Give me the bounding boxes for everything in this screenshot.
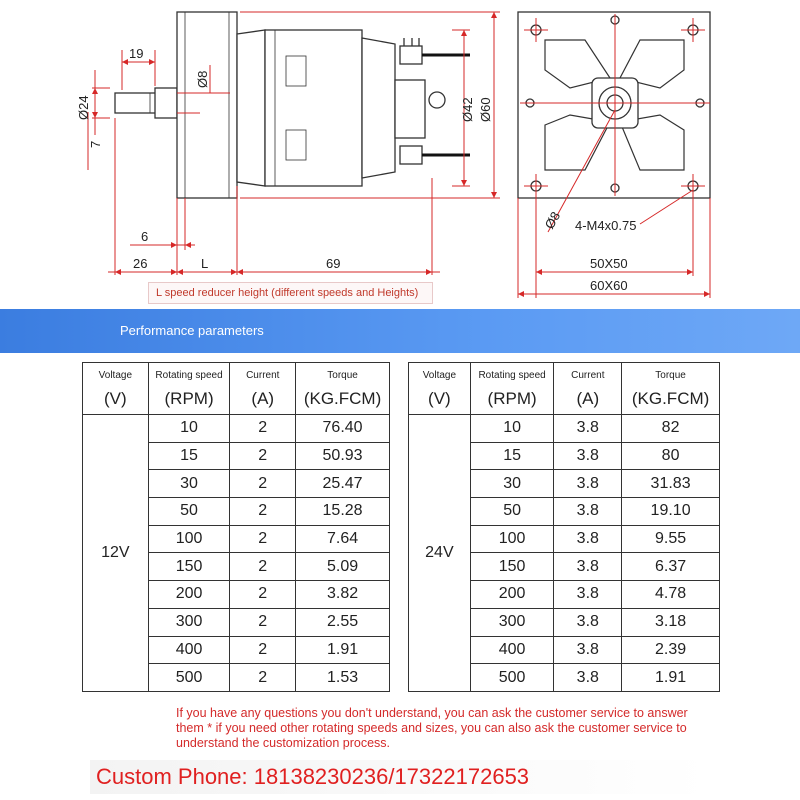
front-view [518,12,710,198]
torque-cell: 82 [622,415,720,443]
section-title: Performance parameters [120,323,264,338]
current-cell: 3.8 [554,470,622,498]
torque-cell: 2.55 [296,608,390,636]
side-view [115,12,470,198]
rpm-cell: 150 [470,553,554,581]
header-voltage: Voltage (V) [409,363,471,415]
current-cell: 3.8 [554,608,622,636]
rpm-cell: 100 [470,525,554,553]
rpm-cell: 15 [148,442,230,470]
current-cell: 2 [230,525,296,553]
dim-6: 6 [141,229,149,244]
torque-cell: 80 [622,442,720,470]
header-current: Current (A) [230,363,296,415]
current-cell: 2 [230,470,296,498]
front-dimension-labels [542,209,637,293]
custom-phone: Custom Phone: 18138230236/17322172653 [90,760,710,794]
rpm-cell: 500 [148,664,230,692]
torque-cell: 76.40 [296,415,390,443]
current-cell: 2 [230,553,296,581]
rpm-cell: 150 [148,553,230,581]
current-cell: 3.8 [554,498,622,526]
dim-l: L [201,256,209,271]
torque-cell: 1.91 [296,636,390,664]
motor-technical-drawing [0,0,800,300]
current-cell: 2 [230,608,296,636]
current-cell: 3.8 [554,525,622,553]
current-cell: 2 [230,664,296,692]
current-cell: 2 [230,442,296,470]
rpm-cell: 50 [148,498,230,526]
current-cell: 3.8 [554,581,622,609]
dim-flange: 60X60 [590,278,628,293]
current-cell: 3.8 [554,415,622,443]
rpm-cell: 15 [470,442,554,470]
current-cell: 3.8 [554,553,622,581]
spec-table-12v [82,362,390,692]
torque-cell: 4.78 [622,581,720,609]
torque-cell: 2.39 [622,636,720,664]
rpm-cell: 10 [148,415,230,443]
rpm-cell: 300 [470,608,554,636]
torque-cell: 25.47 [296,470,390,498]
rpm-cell: 200 [470,581,554,609]
spec-table-24v [408,362,720,692]
current-cell: 3.8 [554,636,622,664]
dim-d8-shaft: Ø8 [195,70,210,88]
rpm-cell: 50 [470,498,554,526]
header-rpm: Rotating speed (RPM) [470,363,554,415]
current-cell: 2 [230,581,296,609]
dim-thread: 4-M4x0.75 [575,218,637,233]
torque-cell: 15.28 [296,498,390,526]
dim-d24: Ø24 [76,95,91,120]
header-torque: Torque (KG.FCM) [622,363,720,415]
rpm-cell: 300 [148,608,230,636]
customer-service-note: If you have any questions you don't understand, you can ask the customer service to answer them * if you need other rotating speeds and sizes, you can also ask the customer service to understand the customization process. [176,706,688,750]
dim-hole-spacing: 50X50 [590,256,628,271]
section-banner [0,309,800,353]
dim-d60: Ø60 [478,97,493,122]
table-row [409,415,720,443]
torque-cell: 6.37 [622,553,720,581]
torque-cell: 19.10 [622,498,720,526]
dim-19: 19 [129,46,144,61]
header-rpm: Rotating speed (RPM) [148,363,230,415]
rpm-cell: 400 [470,636,554,664]
rpm-cell: 30 [148,470,230,498]
rpm-cell: 30 [470,470,554,498]
dim-d8-front: Ø8 [541,208,564,232]
rpm-cell: 400 [148,636,230,664]
table-row [83,415,390,443]
current-cell: 3.8 [554,664,622,692]
header-current: Current (A) [554,363,622,415]
torque-cell: 50.93 [296,442,390,470]
voltage-cell: 12V [83,415,149,692]
torque-cell: 31.83 [622,470,720,498]
current-cell: 3.8 [554,442,622,470]
header-torque: Torque (KG.FCM) [296,363,390,415]
torque-cell: 3.18 [622,608,720,636]
dim-7: 7 [88,140,103,148]
current-cell: 2 [230,415,296,443]
current-cell: 2 [230,636,296,664]
rpm-cell: 100 [148,525,230,553]
torque-cell: 1.53 [296,664,390,692]
dim-d42: Ø42 [460,97,475,122]
current-cell: 2 [230,498,296,526]
voltage-cell: 24V [409,415,471,692]
rpm-cell: 10 [470,415,554,443]
torque-cell: 1.91 [622,664,720,692]
drawing-caption: L speed reducer height (different speeds and Heights) [148,282,433,304]
dim-69: 69 [326,256,341,271]
torque-cell: 3.82 [296,581,390,609]
dim-26: 26 [133,256,148,271]
torque-cell: 9.55 [622,525,720,553]
torque-cell: 7.64 [296,525,390,553]
rpm-cell: 500 [470,664,554,692]
header-voltage: Voltage (V) [83,363,149,415]
torque-cell: 5.09 [296,553,390,581]
rpm-cell: 200 [148,581,230,609]
